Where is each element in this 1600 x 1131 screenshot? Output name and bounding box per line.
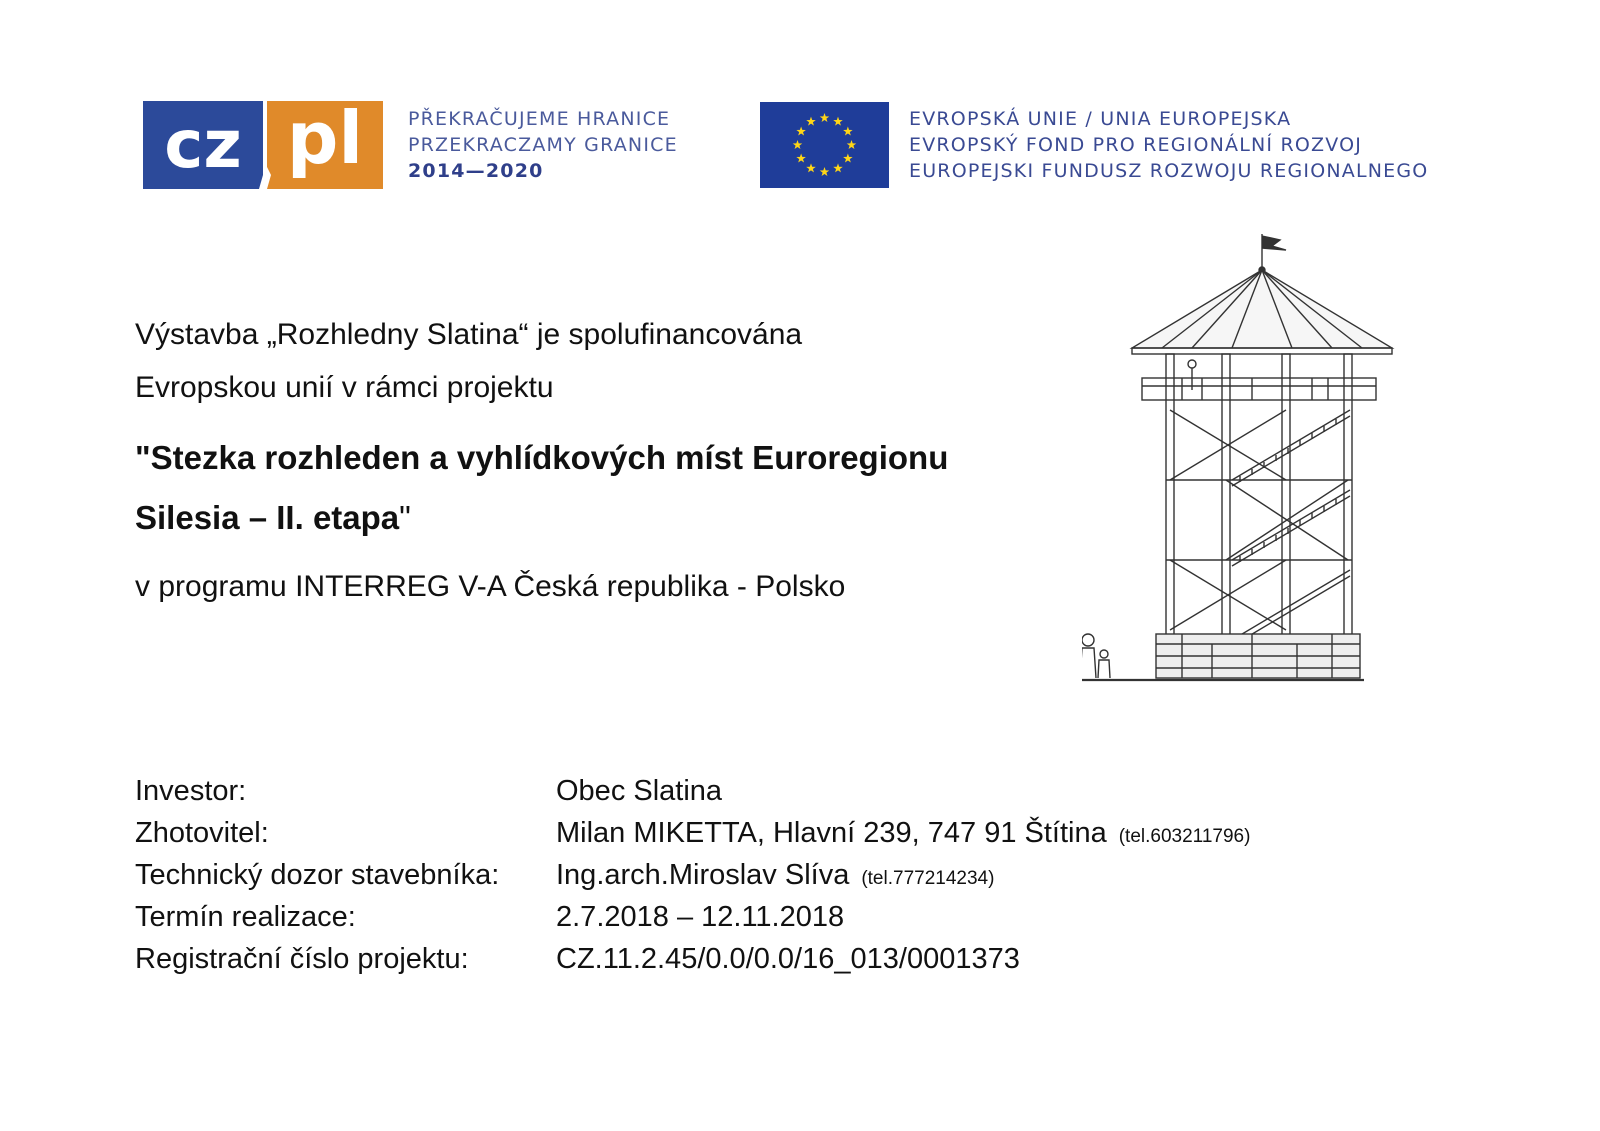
detail-value: 2.7.2018 – 12.11.2018 bbox=[556, 901, 845, 933]
detail-label: Termín realizace: bbox=[135, 901, 356, 933]
eu-text-line-3: EUROPEJSKI FUNDUSZ ROZWOJU REGIONALNEGO bbox=[909, 160, 1429, 182]
detail-label: Investor: bbox=[135, 775, 247, 807]
detail-phone: (tel.777214234) bbox=[861, 868, 995, 889]
cz-logo-text: cz bbox=[164, 106, 242, 183]
eu-flag-icon bbox=[760, 102, 889, 188]
intro-text bbox=[135, 308, 802, 414]
project-title-stage: Silesia – II. etapa bbox=[135, 499, 400, 536]
detail-row-supervisor bbox=[135, 859, 1250, 901]
detail-label: Technický dozor stavebníka: bbox=[135, 859, 500, 891]
czpl-logo bbox=[143, 101, 383, 189]
lookout-tower-drawing bbox=[1082, 230, 1402, 708]
tagline-pl: PRZEKRACZAMY GRANICE bbox=[408, 134, 678, 156]
detail-row-investor bbox=[135, 775, 1250, 817]
detail-value: CZ.11.2.45/0.0/0.0/16_013/0001373 bbox=[556, 943, 1020, 975]
program-tagline bbox=[408, 106, 678, 184]
detail-row-contractor bbox=[135, 817, 1250, 859]
detail-row-registration bbox=[135, 943, 1250, 985]
detail-label: Registrační číslo projektu: bbox=[135, 943, 469, 975]
detail-label: Zhotovitel: bbox=[135, 817, 269, 849]
project-title bbox=[135, 428, 948, 548]
project-title-close-quote: " bbox=[399, 499, 411, 536]
detail-value: Obec Slatina bbox=[556, 775, 723, 807]
detail-row-term bbox=[135, 901, 1250, 943]
project-title-line-1: "Stezka rozhleden a vyhlídkových míst Euroregionu bbox=[135, 439, 949, 476]
tagline-years: 2014—2020 bbox=[408, 160, 544, 182]
detail-value: Milan MIKETTA, Hlavní 239, 747 91 Štítina bbox=[556, 817, 1107, 849]
detail-value: Ing.arch.Miroslav Slíva bbox=[556, 859, 850, 891]
eu-text-line-1: EVROPSKÁ UNIE / UNIA EUROPEJSKA bbox=[909, 108, 1292, 130]
intro-line-2: Evropskou unií v rámci projektu bbox=[135, 371, 554, 404]
intro-line-1: Výstavba „Rozhledny Slatina“ je spolufinancována bbox=[135, 318, 803, 351]
project-title-line-2 bbox=[135, 488, 948, 548]
tagline-cz: PŘEKRAČUJEME HRANICE bbox=[408, 108, 671, 130]
pl-logo-text: pl bbox=[286, 101, 364, 180]
program-name: v programu INTERREG V-A Česká republika - Polsko bbox=[135, 570, 846, 603]
project-details bbox=[135, 775, 1250, 985]
eu-text-line-2: EVROPSKÝ FOND PRO REGIONÁLNÍ ROZVOJ bbox=[909, 134, 1363, 156]
eu-fund-text bbox=[909, 106, 1428, 184]
detail-phone: (tel.603211796) bbox=[1118, 826, 1251, 847]
